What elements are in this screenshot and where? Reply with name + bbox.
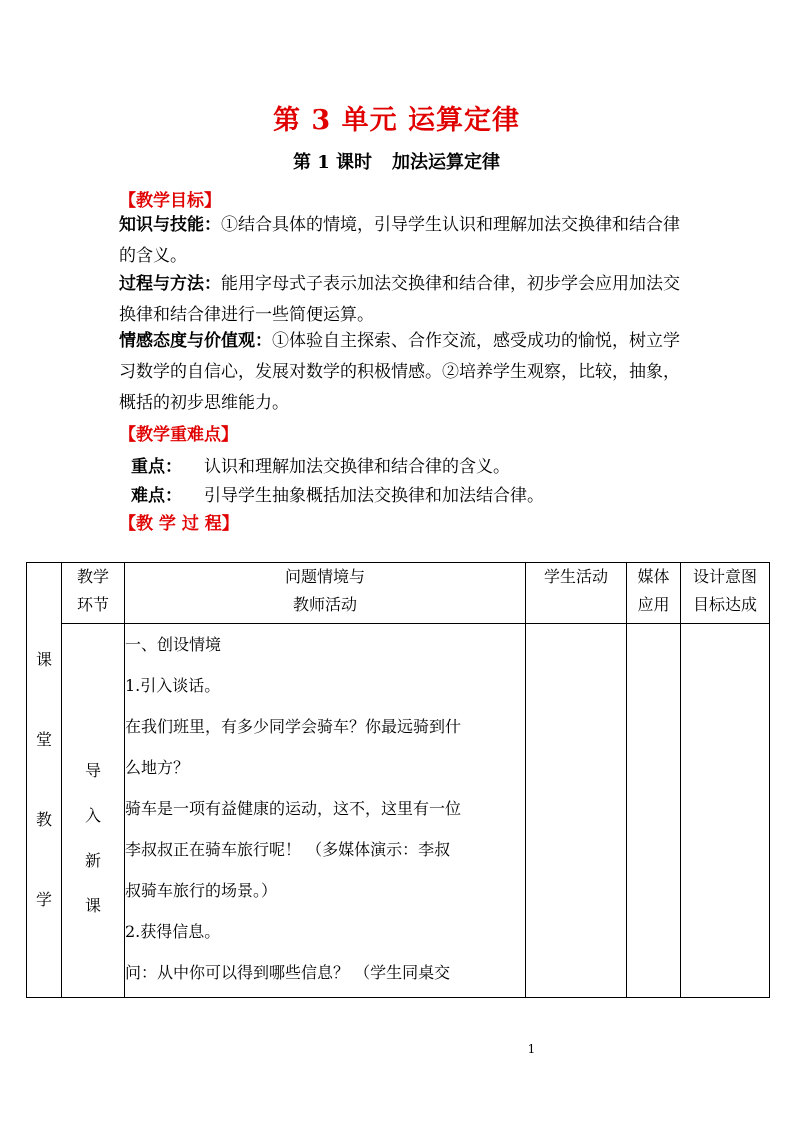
lesson-name: 加法运算定律 [392,152,501,173]
process-heading: 【教 学 过 程】 [119,514,239,534]
focus-line [131,452,510,477]
header-media [627,563,681,624]
stage-char: 导 [84,761,101,780]
emotion-paragraph [119,326,685,419]
activity-line: 么地方？ [125,758,190,777]
media-cell [627,624,681,998]
header-stage-line2: 环节 [76,595,109,614]
page-number: 1 [527,1042,536,1056]
objectives-heading: 【教学目标】 [119,191,221,211]
header-activity-line2: 教师活动 [292,595,357,614]
header-design-line2: 目标达成 [692,595,757,614]
difficulty-line [131,481,544,506]
process-label: 过程与方法： [119,274,221,294]
activity-line: 在我们班里，有多少同学会骑车？你最远骑到什 [125,717,462,736]
table-header-row [27,563,770,624]
lesson-number: 第 1 课时 [292,152,373,173]
lesson-process-table [26,562,770,998]
side-char: 课 [35,650,52,669]
knowledge-paragraph [119,210,685,272]
table-body-row [27,624,770,998]
header-stage [62,563,125,624]
side-label-cell [27,563,62,998]
header-student-text: 学生活动 [543,567,608,586]
focus-text: 认识和理解加法交换律和结合律的含义。 [204,457,510,477]
side-char: 学 [35,890,52,909]
header-stage-line1: 教学 [76,567,109,586]
activity-line: 一、创设情境 [125,635,222,654]
knowledge-label: 知识与技能： [119,215,221,235]
stage-cell [62,624,125,998]
header-media-line1: 媒体 [637,567,670,586]
difficulty-label: 难点： [131,486,182,506]
key-points-heading: 【教学重难点】 [119,425,238,445]
activity-cell [125,624,526,998]
lesson-title [0,148,793,174]
stage-char: 新 [84,851,101,870]
activity-line: 叔骑车旅行的场景。） [125,881,278,900]
emotion-text: ①体验自主探索、合作交流，感受成功的愉悦，树立学习数学的自信心，发展对数学的积极情感。②培养学生观察，比较，抽象，概括的初步思维能力。 [119,331,680,413]
header-activity-line1: 问题情境与 [284,567,365,586]
emotion-label: 情感态度与价值观： [119,331,272,351]
header-media-line2: 应用 [637,595,670,614]
activity-line: 李叔叔正在骑车旅行呢！ （多媒体演示：李叔 [125,840,451,859]
difficulty-text: 引导学生抽象概括加法交换律和加法结合律。 [204,486,544,506]
activity-line: 骑车是一项有益健康的运动，这不，这里有一位 [125,799,462,818]
header-student [526,563,627,624]
focus-label: 重点： [131,457,182,477]
activity-line: 1.引入谈话。 [125,676,221,695]
process-paragraph [119,269,685,331]
design-cell [681,624,770,998]
stage-char: 课 [84,896,101,915]
process-text: 能用字母式子表示加法交换律和结合律，初步学会应用加法交换律和结合律进行一些简便运算。 [119,274,680,325]
activity-line: 2.获得信息。 [125,922,221,941]
stage-char: 入 [84,806,101,825]
knowledge-text: ①结合具体的情境，引导学生认识和理解加法交换律和结合律的含义。 [119,215,680,266]
side-char: 堂 [35,730,52,749]
student-cell [526,624,627,998]
unit-title: 第 3 单元 运算定律 [273,105,520,136]
side-char: 教 [35,810,52,829]
header-design [681,563,770,624]
header-design-line1: 设计意图 [692,567,757,586]
activity-line: 问：从中你可以得到哪些信息？ （学生同桌交 [125,963,451,982]
header-activity [125,563,526,624]
